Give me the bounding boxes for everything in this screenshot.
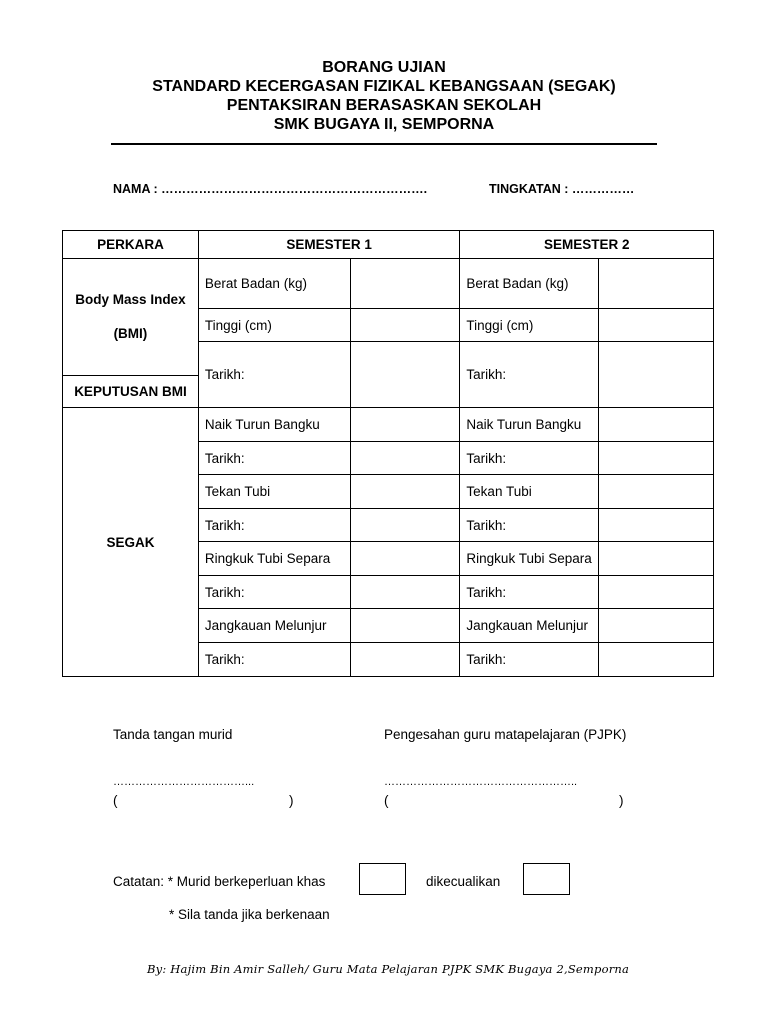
segak-sem2-label: Tarikh: — [460, 576, 599, 609]
segak-sem1-label: Jangkauan Melunjur — [198, 609, 350, 643]
table-row — [63, 408, 714, 442]
sem2-berat-label: Berat Badan (kg) — [460, 259, 599, 309]
segak-sem2-label: Naik Turun Bangku — [460, 408, 599, 442]
bmi-label-cell — [63, 259, 199, 376]
segak-sem2-value[interactable] — [599, 542, 714, 576]
sem2-berat-value[interactable] — [599, 259, 714, 309]
segak-sem1-label: Tarikh: — [198, 643, 350, 677]
segak-sem1-value[interactable] — [350, 475, 460, 509]
keputusan-bmi-label: KEPUTUSAN BMI — [63, 376, 199, 408]
student-name-open-paren: ( — [113, 793, 118, 808]
segak-sem1-label: Tarikh: — [198, 509, 350, 542]
segak-sem2-value[interactable] — [599, 609, 714, 643]
segak-sem1-label: Tekan Tubi — [198, 475, 350, 509]
teacher-name-close-paren: ) — [619, 793, 624, 808]
segak-sem1-value[interactable] — [350, 408, 460, 442]
student-signature-label: Tanda tangan murid — [113, 727, 233, 742]
form-subtitle: STANDARD KECERGASAN FIZIKAL KEBANGSAAN (SEGAK) — [152, 78, 616, 95]
table-row — [63, 259, 714, 309]
segak-sem1-label: Ringkuk Tubi Separa — [198, 542, 350, 576]
form-title: BORANG UJIAN — [322, 59, 446, 76]
sem2-tinggi-label: Tinggi (cm) — [460, 309, 599, 342]
segak-sem2-value[interactable] — [599, 509, 714, 542]
exempted-label: dikecualikan — [426, 874, 501, 889]
sem1-bmi-tarikh-value[interactable] — [350, 342, 460, 408]
teacher-signature-line[interactable]: …………………………………………….. — [384, 776, 578, 788]
segak-sem2-label: Ringkuk Tubi Separa — [460, 542, 599, 576]
segak-sem1-label: Tarikh: — [198, 442, 350, 475]
sem1-tinggi-value[interactable] — [350, 309, 460, 342]
segak-sem2-value[interactable] — [599, 643, 714, 677]
special-needs-checkbox[interactable] — [359, 863, 406, 895]
segak-sem1-value[interactable] — [350, 576, 460, 609]
special-needs-note: Catatan: * Murid berkeperluan khas — [113, 874, 326, 889]
segak-sem2-label: Tarikh: — [460, 643, 599, 677]
segak-sem2-label: Jangkauan Melunjur — [460, 609, 599, 643]
sem2-tinggi-value[interactable] — [599, 309, 714, 342]
col-header-semester-2: SEMESTER 2 — [460, 231, 714, 259]
header-divider — [111, 143, 657, 145]
fitness-test-table — [62, 230, 714, 677]
segak-sem1-label: Naik Turun Bangku — [198, 408, 350, 442]
col-header-semester-1: SEMESTER 1 — [198, 231, 460, 259]
student-signature-line[interactable]: ………………………………... — [113, 776, 255, 788]
bmi-label: Body Mass Index — [75, 292, 186, 307]
segak-sem2-label: Tarikh: — [460, 509, 599, 542]
sem1-berat-label: Berat Badan (kg) — [198, 259, 350, 309]
author-credit: By: Hajim Bin Amir Salleh/ Guru Mata Pelajaran PJPK SMK Bugaya 2,Semporna — [147, 962, 630, 976]
tick-instruction: * Sila tanda jika berkenaan — [169, 907, 330, 922]
name-field[interactable]: NAMA : ………………………………………………………. — [113, 182, 428, 196]
segak-sem1-label: Tarikh: — [198, 576, 350, 609]
sem1-tinggi-label: Tinggi (cm) — [198, 309, 350, 342]
segak-sem2-label: Tarikh: — [460, 442, 599, 475]
col-header-perkara: PERKARA — [63, 231, 199, 259]
school-name: SMK BUGAYA II, SEMPORNA — [273, 116, 495, 133]
sem2-bmi-tarikh-label: Tarikh: — [460, 342, 599, 408]
segak-sem1-value[interactable] — [350, 643, 460, 677]
segak-sem1-value[interactable] — [350, 609, 460, 643]
form-level-field[interactable]: TINGKATAN : …………… — [489, 182, 635, 196]
segak-sem2-value[interactable] — [599, 442, 714, 475]
segak-sem2-value[interactable] — [599, 576, 714, 609]
bmi-abbrev: (BMI) — [113, 326, 148, 341]
segak-sem1-value[interactable] — [350, 442, 460, 475]
sem2-bmi-tarikh-value[interactable] — [599, 342, 714, 408]
student-name-close-paren: ) — [289, 793, 294, 808]
segak-sem2-label: Tekan Tubi — [460, 475, 599, 509]
sem1-bmi-tarikh-label: Tarikh: — [198, 342, 350, 408]
segak-sem2-value[interactable] — [599, 408, 714, 442]
segak-sem1-value[interactable] — [350, 542, 460, 576]
teacher-name-open-paren: ( — [384, 793, 389, 808]
teacher-approval-label: Pengesahan guru matapelajaran (PJPK) — [384, 727, 627, 742]
sem1-berat-value[interactable] — [350, 259, 460, 309]
segak-sem2-value[interactable] — [599, 475, 714, 509]
form-header — [0, 58, 768, 134]
segak-label: SEGAK — [63, 408, 199, 677]
table-header-row — [63, 231, 714, 259]
exempted-checkbox[interactable] — [523, 863, 570, 895]
segak-sem1-value[interactable] — [350, 509, 460, 542]
form-assessment: PENTAKSIRAN BERASASKAN SEKOLAH — [226, 97, 542, 114]
